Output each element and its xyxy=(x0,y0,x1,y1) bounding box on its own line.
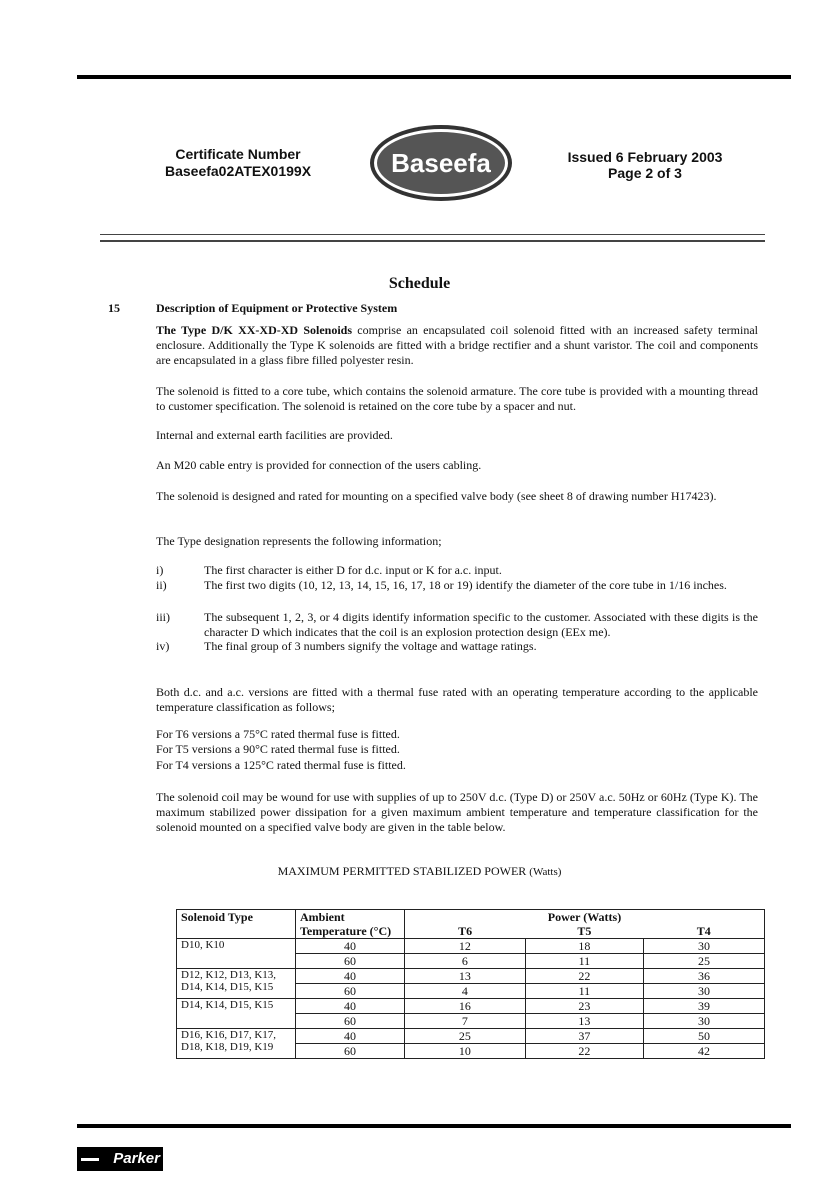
list-number: ii) xyxy=(156,578,167,592)
footer-rule xyxy=(77,1124,791,1128)
col-header-ambient-temp: Temperature (°C) xyxy=(296,924,405,939)
t5-cell: 22 xyxy=(525,969,643,984)
power-table xyxy=(176,909,765,1059)
page-title: Schedule xyxy=(388,275,451,292)
paragraph-cable-entry: An M20 cable entry is provided for connection of the users cabling. xyxy=(156,458,482,472)
solenoid-type: D14, K14, D15, K15 xyxy=(177,999,296,1029)
t5-cell: 22 xyxy=(525,1044,643,1059)
baseefa-logo-text: Baseefa xyxy=(391,148,491,178)
t6-cell: 10 xyxy=(405,1044,526,1059)
type-name: The Type D/K XX-XD-XD Solenoids xyxy=(156,323,353,337)
t4-cell: 30 xyxy=(644,984,765,999)
table-row xyxy=(177,939,765,954)
t6-cell: 12 xyxy=(405,939,526,954)
table-row xyxy=(177,969,765,984)
paragraph-rating: The solenoid is designed and rated for mounting on a specified valve body (see sheet 8 of drawing number H17423). xyxy=(156,489,717,503)
t6-cell: 7 xyxy=(405,1014,526,1029)
fuse-t5: For T5 versions a 90°C rated thermal fuse is fitted. xyxy=(156,742,400,756)
list-item: The first two digits (10, 12, 13, 14, 15, 16, 17, 18 or 19) identify the diameter of the core tube in 1/16 inches. xyxy=(204,578,727,592)
t4-cell: 42 xyxy=(644,1044,765,1059)
col-header-t6: T6 xyxy=(405,924,526,939)
paragraph-earth: Internal and external earth facilities are provided. xyxy=(156,428,393,442)
t5-cell: 37 xyxy=(525,1029,643,1044)
table-row xyxy=(177,999,765,1014)
paragraph-coil-supply: The solenoid coil may be wound for use with supplies of up to 250V d.c. (Type D) or 250V a.c. 50Hz or 60Hz (Type K). The maximum stabilized power dissipation for a given maximum ambient temperature and temperature classification for the solenoid mounted on a specified valve body are given in the table below. xyxy=(156,790,758,834)
paragraph-description: The Type D/K XX-XD-XD Solenoids comprise an encapsulated coil solenoid fitted with an increased safety terminal enclosure. Additionally the Type K solenoids are fitted with a bridge rectifier and a shunt varistor. The coil and components are encapsulated in a glass fibre filled polyester resin. xyxy=(156,323,758,367)
section-heading: Description of Equipment or Protective System xyxy=(156,301,398,315)
paragraph-thermal-fuse: Both d.c. and a.c. versions are fitted with a thermal fuse rated with an operating temperature according to the applicable temperature classification as follows; xyxy=(156,685,758,714)
paragraph-core-tube: The solenoid is fitted to a core tube, which contains the solenoid armature. The core tube is provided with a mounting thread to customer specification. The solenoid is retained on the core tube by a spacer and nut. xyxy=(156,384,758,413)
t6-cell: 16 xyxy=(405,999,526,1014)
col-header-ambient: Ambient xyxy=(296,910,405,925)
col-header-power: Power (Watts) xyxy=(405,910,765,925)
issue-date: Issued 6 February 2003 xyxy=(567,149,723,165)
list-number: iii) xyxy=(156,610,170,624)
col-header-t5: T5 xyxy=(525,924,643,939)
list-number: i) xyxy=(156,563,164,577)
list-item: The subsequent 1, 2, 3, or 4 digits identify information specific to the customer. Associated with these digits is the character D which indicates that the coil is an explosion protection design (EEx me). xyxy=(204,610,758,639)
t4-cell: 25 xyxy=(644,954,765,969)
parker-logo-dash xyxy=(81,1158,99,1161)
certificate-block xyxy=(148,146,328,180)
t4-cell: 30 xyxy=(644,939,765,954)
top-rule xyxy=(77,75,791,79)
issue-block xyxy=(555,149,735,181)
t6-cell: 4 xyxy=(405,984,526,999)
t4-cell: 39 xyxy=(644,999,765,1014)
t4-cell: 50 xyxy=(644,1029,765,1044)
page-number: Page 2 of 3 xyxy=(608,165,682,181)
list-item: The first character is either D for d.c. input or K for a.c. input. xyxy=(204,563,502,577)
section-number: 15 xyxy=(108,301,120,315)
ambient-cell: 40 xyxy=(296,939,405,954)
ambient-cell: 60 xyxy=(296,1014,405,1029)
ambient-cell: 60 xyxy=(296,1044,405,1059)
header-rule xyxy=(100,234,765,235)
t4-cell: 36 xyxy=(644,969,765,984)
parker-logo xyxy=(77,1147,163,1171)
certificate-label: Certificate Number xyxy=(175,146,301,162)
solenoid-type: D10, K10 xyxy=(177,939,296,969)
col-header-type: Solenoid Type xyxy=(177,910,296,939)
baseefa-logo xyxy=(368,123,514,203)
ambient-cell: 60 xyxy=(296,954,405,969)
certificate-number: Baseefa02ATEX0199X xyxy=(164,163,312,179)
t6-cell: 25 xyxy=(405,1029,526,1044)
list-number: iv) xyxy=(156,639,170,653)
ambient-cell: 40 xyxy=(296,999,405,1014)
fuse-t6: For T6 versions a 75°C rated thermal fuse is fitted. xyxy=(156,727,400,741)
ambient-cell: 60 xyxy=(296,984,405,999)
paragraph-type-designation: The Type designation represents the following information; xyxy=(156,534,442,548)
t5-cell: 13 xyxy=(525,1014,643,1029)
fuse-t4: For T4 versions a 125°C rated thermal fuse is fitted. xyxy=(156,758,406,772)
table-title: MAXIMUM PERMITTED STABILIZED POWER (Watts) xyxy=(277,864,562,878)
ambient-cell: 40 xyxy=(296,1029,405,1044)
t4-cell: 30 xyxy=(644,1014,765,1029)
col-header-t4: T4 xyxy=(644,924,765,939)
t5-cell: 23 xyxy=(525,999,643,1014)
t6-cell: 6 xyxy=(405,954,526,969)
table-row xyxy=(177,1029,765,1044)
t5-cell: 11 xyxy=(525,984,643,999)
list-item: The final group of 3 numbers signify the voltage and wattage ratings. xyxy=(204,639,537,653)
t5-cell: 11 xyxy=(525,954,643,969)
header-rule xyxy=(100,240,765,242)
solenoid-type: D12, K12, D13, K13, D14, K14, D15, K15 xyxy=(177,969,296,999)
ambient-cell: 40 xyxy=(296,969,405,984)
t5-cell: 18 xyxy=(525,939,643,954)
parker-logo-text: Parker xyxy=(113,1150,160,1167)
t6-cell: 13 xyxy=(405,969,526,984)
solenoid-type: D16, K16, D17, K17, D18, K18, D19, K19 xyxy=(177,1029,296,1059)
